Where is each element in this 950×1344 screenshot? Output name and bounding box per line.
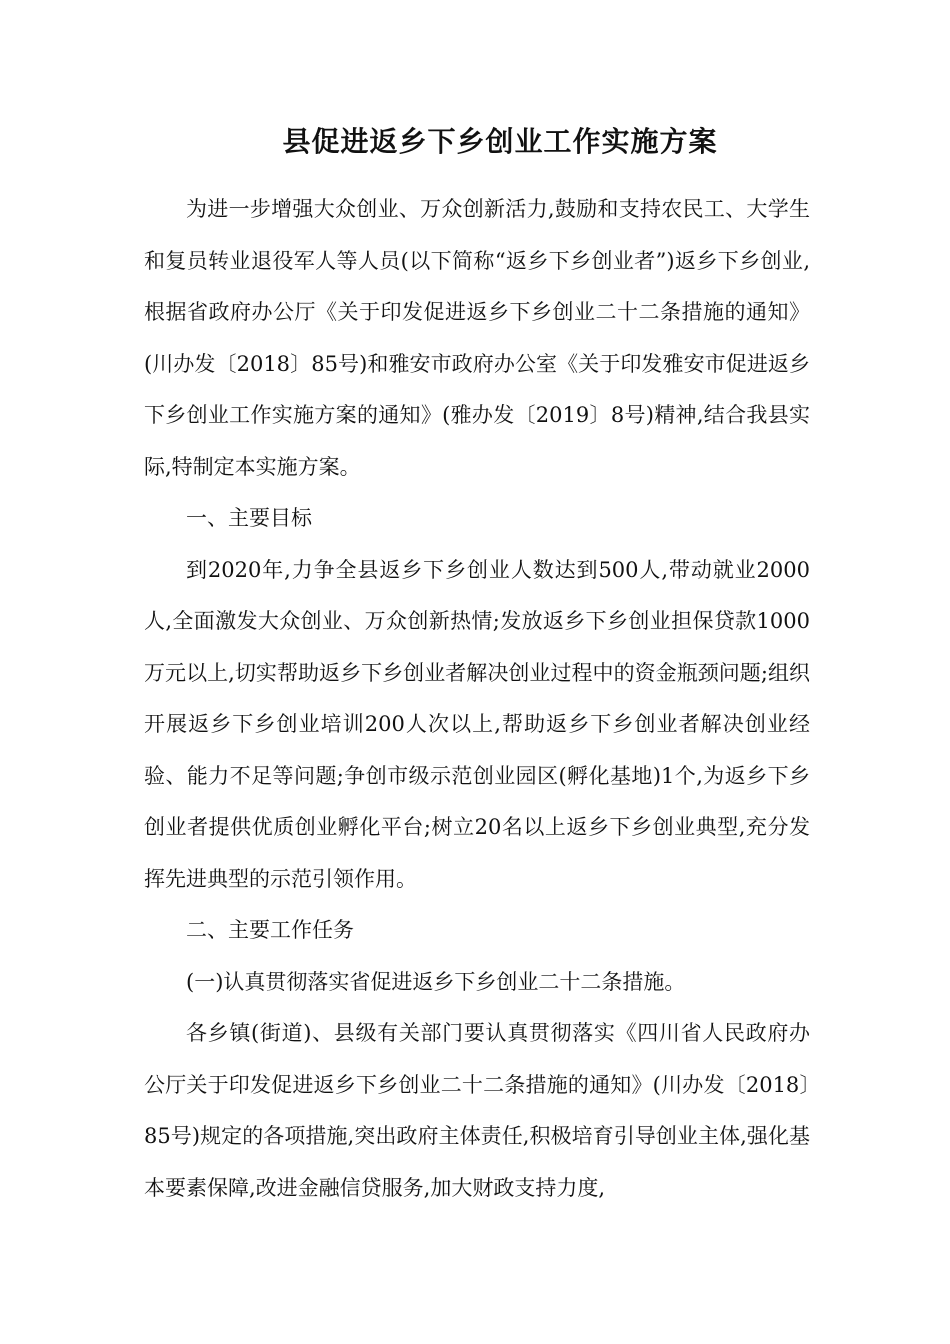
document-body [144, 184, 810, 1214]
tasks-paragraph: 各乡镇(街道)、县级有关部门要认真贯彻落实《四川省人民政府办公厅关于印发促进返乡下乡创业二十二条措施的通知》(川办发〔2018〕85号)规定的各项措施,突出政府主体责任,积极培育引导创业主体,强化基本要素保障,改进金融信贷服务,加大财政支持力度, [144, 1021, 810, 1200]
section-heading-tasks: 二、主要工作任务 [186, 918, 354, 942]
goals-paragraph: 到2020年,力争全县返乡下乡创业人数达到500人,带动就业2000人,全面激发大众创业、万众创新热情;发放返乡下乡创业担保贷款1000万元以上,切实帮助返乡下乡创业者解决创业过程中的资金瓶颈问题;组织开展返乡下乡创业培训200人次以上,帮助返乡下乡创业者解决创业经验、能力不足等问题;争创市级示范创业园区(孵化基地)1个,为返乡下乡创业者提供优质创业孵化平台;树立20名以上返乡下乡创业典型,充分发挥先进典型的示范引领作用。 [144, 557, 810, 891]
document-title: 县促进返乡下乡创业工作实施方案 [282, 125, 718, 158]
subsection-heading-1: (一)认真贯彻落实省促进返乡下乡创业二十二条措施。 [186, 969, 686, 994]
intro-paragraph: 为进一步增强大众创业、万众创新活力,鼓励和支持农民工、大学生和复员转业退役军人等人员(以下简称“返乡下乡创业者”)返乡下乡创业,根据省政府办公厅《关于印发促进返乡下乡创业二十二条措施的通知》(川办发〔2018〕85号)和雅安市政府办公室《关于印发雅安市促进返乡下乡创业工作实施方案的通知》(雅办发〔2019〕8号)精神,结合我县实际,特制定本实施方案。 [144, 197, 810, 479]
section-heading-goals: 一、主要目标 [186, 506, 312, 530]
